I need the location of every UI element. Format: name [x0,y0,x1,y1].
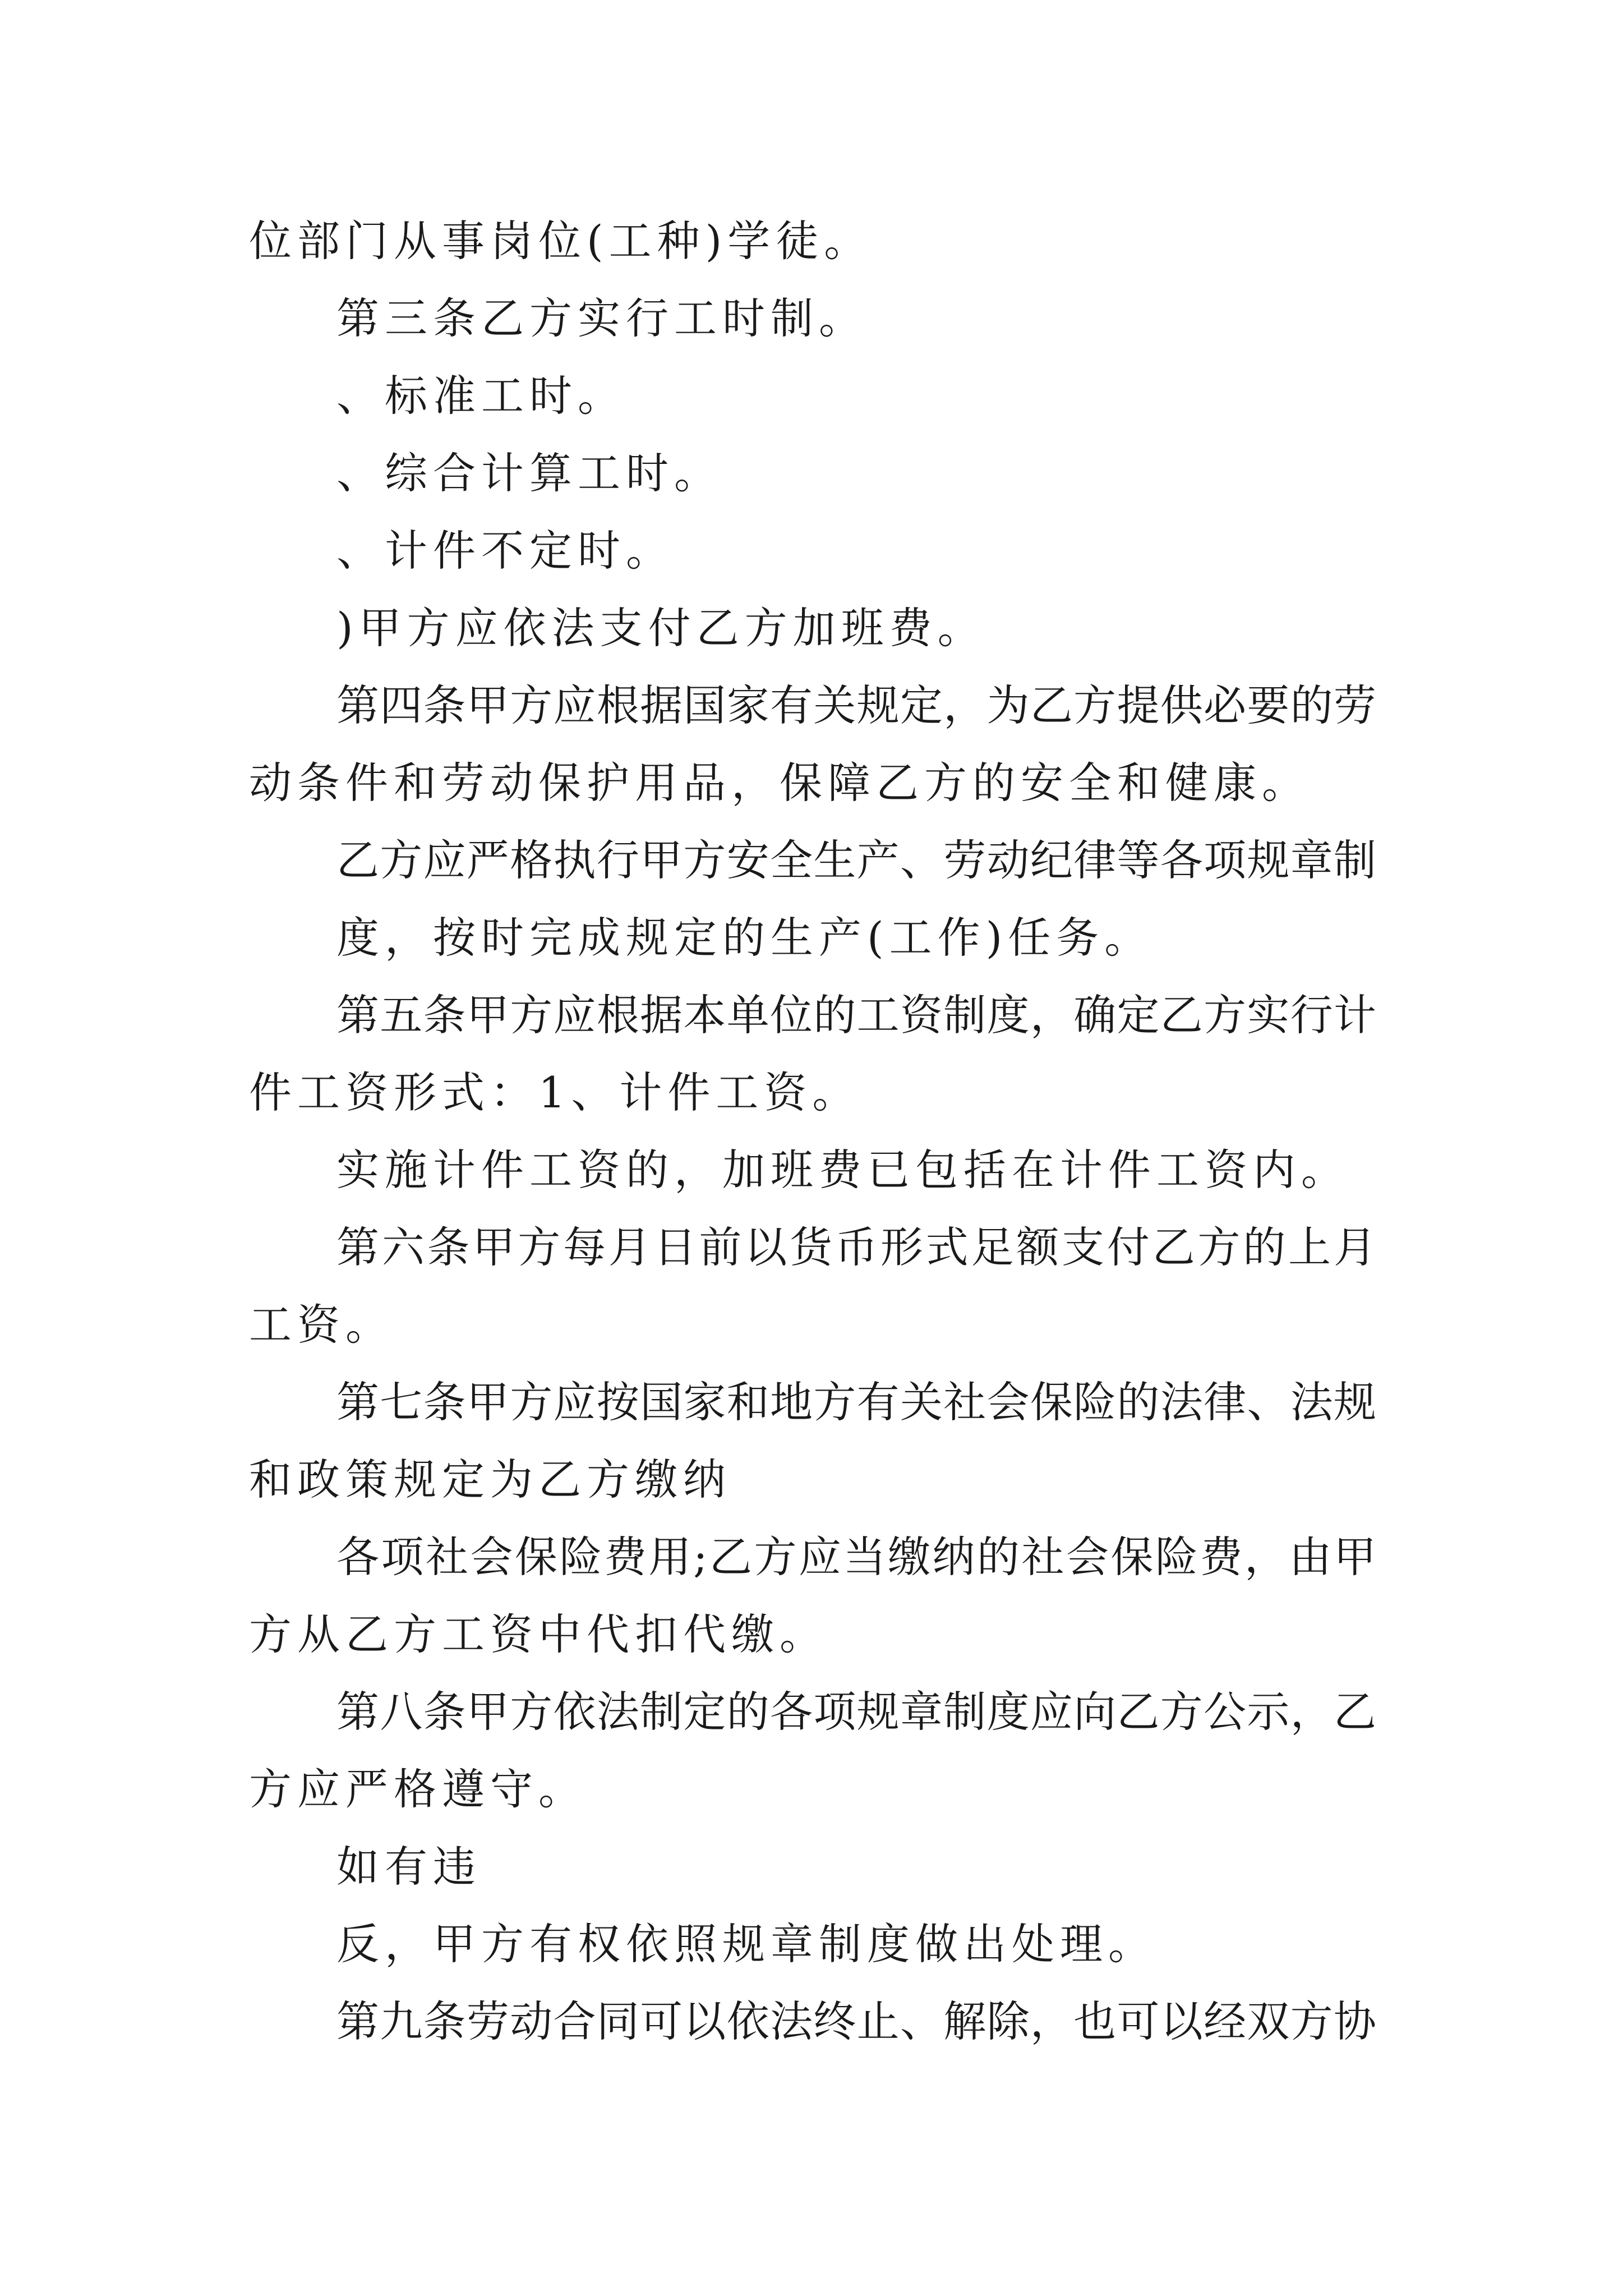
text-line: 第七条甲方应按国家和地方有关社会保险的法律、法规 [336,1377,1376,1427]
text-line: 第四条甲方应根据国家有关规定，为乙方提供必要的劳 [336,680,1376,730]
text-line: 反，甲方有权依照规章制度做出处理。 [336,1919,1156,1969]
text-line: 第五条甲方应根据本单位的工资制度，确定乙方实行计 [336,990,1376,1040]
text-line: 和政策规定为乙方缴纳 [249,1455,731,1504]
text-line: 、标准工时。 [336,371,626,421]
text-line: )甲方应依法支付乙方加班费。 [336,603,986,653]
text-line: 方从乙方工资中代扣代缴。 [249,1609,828,1659]
text-line: 第六条甲方每月日前以货币形式足额支付乙方的上月 [336,1222,1376,1272]
text-line: 、计件不定时。 [336,526,674,576]
text-line: 如有违 [336,1842,481,1892]
text-line: 第三条乙方实行工时制。 [336,293,867,343]
text-line: 实施计件工资的，加班费已包括在计件工资内。 [336,1145,1349,1195]
text-line: 第八条甲方依法制定的各项规章制度应向乙方公示，乙 [336,1687,1376,1737]
text-line: 方应严格遵守。 [249,1764,587,1814]
text-line: 第九条劳动合同可以依法终止、解除，也可以经双方协 [336,1996,1376,2046]
text-line: 位部门从事岗位(工种)学徒。 [249,216,873,266]
text-line: 工资。 [249,1300,394,1350]
text-line: 度，按时完成规定的生产(工作)任务。 [336,913,1153,963]
text-line: 、综合计算工时。 [336,448,722,498]
text-line: 件工资形式：1、计件工资。 [249,1068,861,1117]
text-line: 乙方应严格执行甲方安全生产、劳动纪律等各项规章制 [336,835,1376,885]
text-line: 动条件和劳动保护用品，保障乙方的安全和健康。 [249,758,1310,808]
text-line: 各项社会保险费用;乙方应当缴纳的社会保险费，由甲 [336,1532,1376,1582]
